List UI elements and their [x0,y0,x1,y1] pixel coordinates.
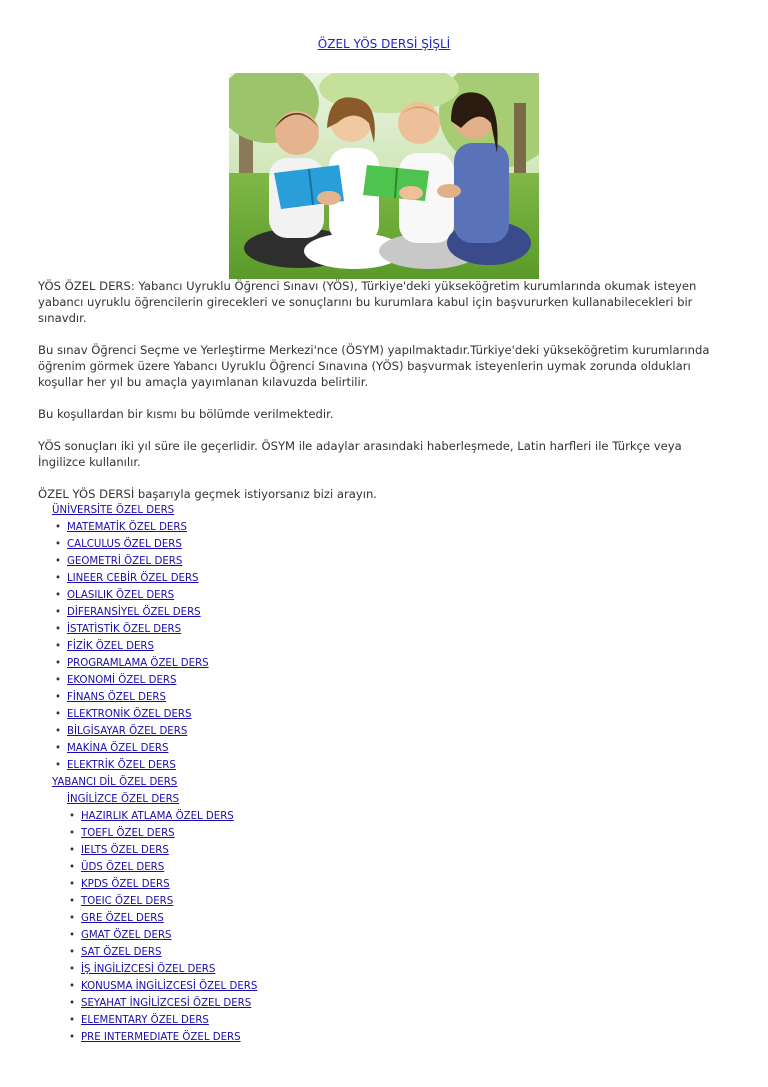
ingilizce-list [67,808,728,1046]
makina-link[interactable]: MAKİNA ÖZEL DERS [67,743,169,754]
conditions-paragraph: Bu koşullardan bir kısmı bu bölümde verilmektedir. [38,407,334,421]
list-item [53,519,728,536]
list-item [53,655,728,672]
list-item [53,689,728,706]
list-item [67,825,728,842]
osym-paragraph: Bu sınav Öğrenci Seçme ve Yerleştirme Merkezi'nce (ÖSYM) yapılmaktadır.Türkiye'deki yükseköğretim kurumlarında öğrenim görmek üzere Yabancı Uyruklu Öğrenci Sınavına (YÖS) başvurmak isteyenlerin uymak zorunda oldukları koşullar her yıl bu amaçla yayımlanan kılavuzda belirtilir. [38,343,710,389]
course-links [38,502,728,1046]
intro-paragraph: YÖS ÖZEL DERS: Yabancı Uyruklu Öğrenci Sınavı (YÖS), Türkiye'deki yükseköğretim kurumlarında okumak isteyen yabancı uyruklu öğrencilerin girecekleri ve sonuçlarını bu kurumlara kabul için başvururken kullanabilecekleri bir sınavdır. [38,279,697,325]
olasilik-link[interactable]: OLASILIK ÖZEL DERS [67,590,175,601]
is-ingilizcesi-link[interactable]: İŞ İNGİLİZCESİ ÖZEL DERS [81,964,216,975]
list-item [53,553,728,570]
hazirlik-atlama-link[interactable]: HAZIRLIK ATLAMA ÖZEL DERS [81,811,234,822]
istatistik-link[interactable]: İSTATİSTİK ÖZEL DERS [67,624,182,635]
list-item [53,536,728,553]
universite-link[interactable]: ÜNİVERSİTE ÖZEL DERS [52,505,175,516]
uds-link[interactable]: ÜDS ÖZEL DERS [81,862,165,873]
list-item [53,740,728,757]
list-item [53,672,728,689]
yabanci-dil-link[interactable]: YABANCI DİL ÖZEL DERS [52,777,178,788]
list-item [53,570,728,587]
universite-heading [52,502,728,519]
list-item [67,1029,728,1046]
konusma-ingilizcesi-link[interactable]: KONUSMA İNGİLİZCESİ ÖZEL DERS [81,981,258,992]
yabanci-dil-heading [52,774,728,791]
lineer-cebir-link[interactable]: LINEER CEBİR ÖZEL DERS [67,573,199,584]
toefl-link[interactable]: TOEFL ÖZEL DERS [81,828,175,839]
ekonomi-link[interactable]: EKONOMİ ÖZEL DERS [67,675,177,686]
list-item [67,893,728,910]
call-to-action-paragraph: ÖZEL YÖS DERSİ başarıyla geçmek istiyorsanız bizi arayın. [38,487,377,501]
elementary-link[interactable]: ELEMENTARY ÖZEL DERS [81,1015,209,1026]
list-item [53,757,728,774]
main-content [38,278,728,1046]
list-item [53,638,728,655]
list-item [67,910,728,927]
seyahat-ingilizcesi-link[interactable]: SEYAHAT İNGİLİZCESİ ÖZEL DERS [81,998,252,1009]
bilgisayar-link[interactable]: BİLGİSAYAR ÖZEL DERS [67,726,188,737]
ingilizce-heading [67,791,728,808]
list-item [67,859,728,876]
fizik-link[interactable]: FİZİK ÖZEL DERS [67,641,154,652]
finans-link[interactable]: FİNANS ÖZEL DERS [67,692,166,703]
list-item [53,604,728,621]
list-item [67,995,728,1012]
gmat-link[interactable]: GMAT ÖZEL DERS [81,930,172,941]
list-item [53,587,728,604]
elektrik-link[interactable]: ELEKTRİK ÖZEL DERS [67,760,176,771]
universite-list [53,519,728,774]
programlama-link[interactable]: PROGRAMLAMA ÖZEL DERS [67,658,209,669]
list-item [67,842,728,859]
list-item [67,978,728,995]
list-item [67,927,728,944]
gre-link[interactable]: GRE ÖZEL DERS [81,913,164,924]
toeic-link[interactable]: TOEIC ÖZEL DERS [81,896,174,907]
pre-intermediate-link[interactable]: PRE INTERMEDIATE ÖZEL DERS [81,1032,241,1043]
list-item [53,621,728,638]
geometri-link[interactable]: GEOMETRİ ÖZEL DERS [67,556,183,567]
students-reading-photo [229,73,539,279]
list-item [53,723,728,740]
sat-link[interactable]: SAT ÖZEL DERS [81,947,162,958]
list-item [67,1012,728,1029]
list-item [67,808,728,825]
ingilizce-link[interactable]: İNGİLİZCE ÖZEL DERS [67,794,180,805]
list-item [53,706,728,723]
list-item [67,961,728,978]
matematik-link[interactable]: MATEMATİK ÖZEL DERS [67,522,187,533]
ielts-link[interactable]: IELTS ÖZEL DERS [81,845,169,856]
validity-paragraph: YÖS sonuçları iki yıl süre ile geçerlidir. ÖSYM ile adaylar arasındaki haberleşmede, Latin harfleri ile Türkçe veya İngilizce kullanılır. [38,439,682,469]
kpds-link[interactable]: KPDS ÖZEL DERS [81,879,170,890]
title-link[interactable]: ÖZEL YÖS DERSİ ŞİŞLİ [317,37,451,51]
list-item [67,876,728,893]
page-title [0,37,768,51]
list-item [67,944,728,961]
elektronik-link[interactable]: ELEKTRONİK ÖZEL DERS [67,709,192,720]
diferansiyel-link[interactable]: DİFERANSİYEL ÖZEL DERS [67,607,201,618]
calculus-link[interactable]: CALCULUS ÖZEL DERS [67,539,182,550]
